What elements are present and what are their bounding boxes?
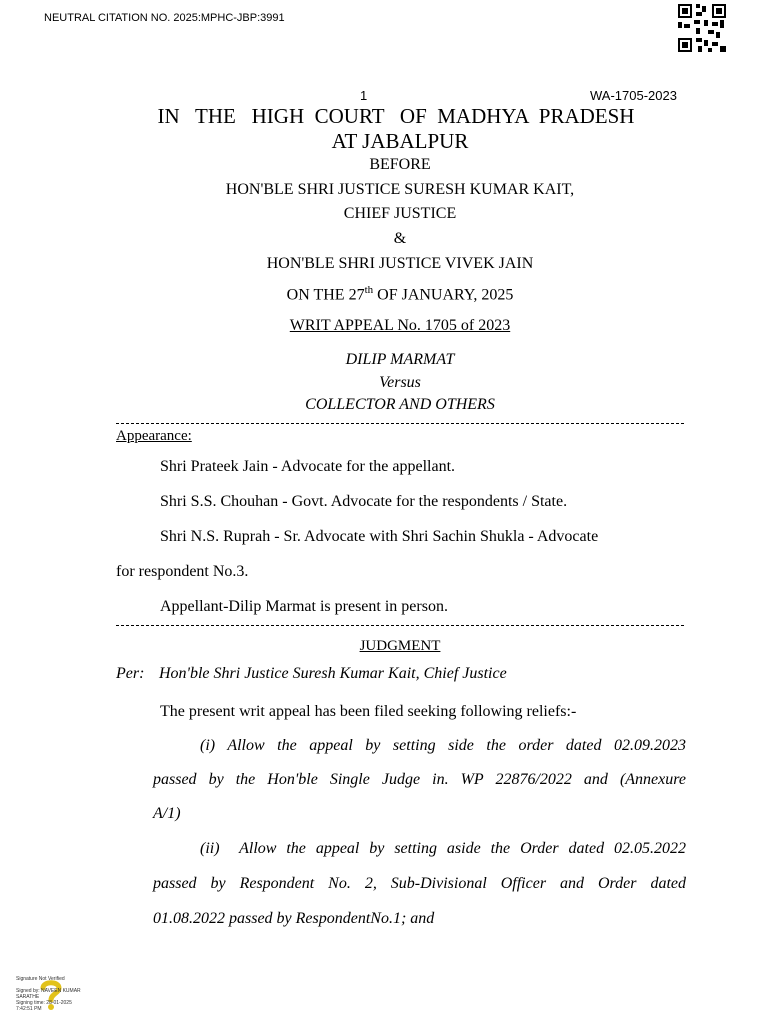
- case-title: WRIT APPEAL No. 1705 of 2023: [289, 317, 511, 334]
- relief-1-line-2: passed by the Hon'ble Single Judge in. WP 22876/2022 and (Annexure: [153, 771, 686, 788]
- appellant-name: DILIP MARMAT: [345, 351, 455, 368]
- judge-2-name: HON'BLE SHRI JUSTICE VIVEK JAIN: [266, 255, 534, 272]
- divider-bottom: [116, 625, 684, 626]
- page-number: 1: [360, 88, 368, 103]
- signature-time: Signing time: 28-01-2025: [16, 1000, 72, 1006]
- judge-1-title: CHIEF JUSTICE: [343, 205, 457, 222]
- qr-code-icon: [678, 4, 726, 52]
- respondent-name: COLLECTOR AND OTHERS: [305, 396, 495, 413]
- signature-block: [16, 976, 96, 1012]
- court-name: IN THE HIGH COURT OF MADHYA PRADESH: [157, 104, 635, 128]
- relief-2-line-3: 01.08.2022 passed by RespondentNo.1; and: [153, 910, 435, 927]
- relief-1-line-1: (i) Allow the appeal by setting side the order dated 02.09.2023: [200, 737, 686, 754]
- relief-2-line-2: passed by Respondent No. 2, Sub-Divisional Officer and Order dated: [153, 875, 686, 892]
- date-superscript: th: [364, 284, 374, 296]
- versus-label: Versus: [379, 374, 421, 391]
- appearance-heading: Appearance:: [116, 428, 192, 444]
- relief-2-line-1: (ii) Allow the appeal by setting aside the Order dated 02.05.2022: [200, 840, 686, 857]
- judgment-heading: JUDGMENT: [359, 638, 441, 654]
- neutral-citation: NEUTRAL CITATION NO. 2025:MPHC-JBP:3991: [44, 12, 285, 24]
- hearing-date: [16, 284, 768, 304]
- divider-top: [116, 423, 684, 424]
- court-location: AT JABALPUR: [331, 129, 469, 153]
- signature-signed-by: Signed by: NAVEEN KUMAR: [16, 988, 81, 994]
- signature-clock: 7:42:51 PM: [16, 1006, 42, 1012]
- appearance-line-2: Shri S.S. Chouhan - Govt. Advocate for the respondents / State.: [160, 493, 568, 510]
- judgment-intro: The present writ appeal has been filed seeking following reliefs:-: [160, 703, 577, 720]
- relief-1-line-3: A/1): [153, 805, 181, 822]
- before-label: BEFORE: [369, 156, 431, 173]
- per-judge: Hon'ble Shri Justice Suresh Kumar Kait, Chief Justice: [159, 665, 507, 682]
- appearance-line-3: Shri N.S. Ruprah - Sr. Advocate with Shri Sachin Shukla - Advocate: [160, 528, 599, 545]
- appearance-line-1: Shri Prateek Jain - Advocate for the appellant.: [160, 458, 456, 475]
- ampersand: &: [393, 230, 407, 247]
- date-suffix: OF JANUARY, 2025: [373, 286, 514, 304]
- signature-status: Signature Not Verified: [16, 976, 65, 982]
- appearance-line-3-cont: for respondent No.3.: [116, 563, 249, 580]
- judge-1-name: HON'BLE SHRI JUSTICE SURESH KUMAR KAIT,: [225, 181, 575, 198]
- appearance-line-4: Appellant-Dilip Marmat is present in person.: [160, 598, 448, 615]
- per-label: Per:: [116, 665, 145, 682]
- signature-name: SARATHE: [16, 994, 40, 1000]
- case-reference: WA-1705-2023: [590, 88, 677, 103]
- date-prefix: ON THE 27: [286, 286, 365, 304]
